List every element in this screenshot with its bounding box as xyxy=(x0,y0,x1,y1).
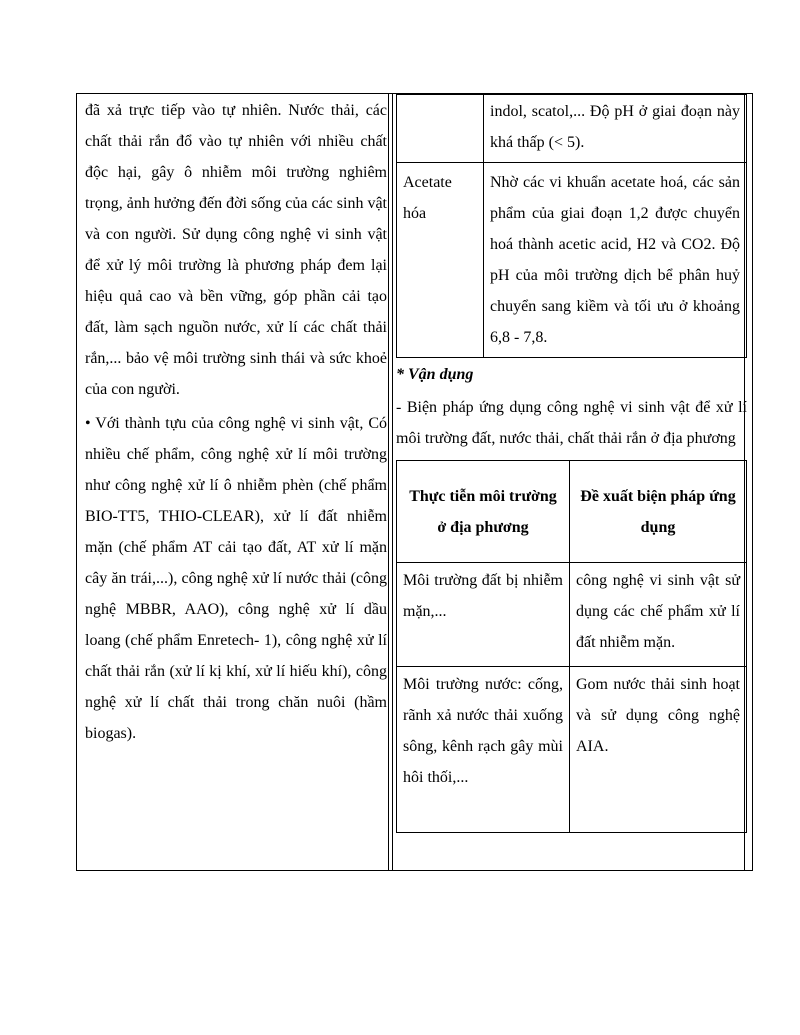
application-heading: * Vận dụng xyxy=(396,366,474,383)
table-row xyxy=(397,95,747,163)
situation-cell: Môi trường nước: cống, rãnh xả nước thải xuống sông, kênh rạch gây mùi hôi thối,... xyxy=(397,667,570,833)
left-paragraph-2: • Với thành tựu của công nghệ vi sinh vật, Có nhiều chế phẩm, công nghệ xử lí môi trường như công nghệ xử lí ô nhiễm phèn (chế phẩm BIO-TT5, THIO-CLEAR), xử lí đất nhiễm mặn (chế phẩm AT cải tạo đất, AT xử lí mặn cây ăn trái,...), công nghệ xử lí nước thải (công nghệ MBBR, AAO), công nghệ xử lí dầu loang (chế phẩm Enretech- 1), công nghệ xử lí chất thải rắn (xử lí kị khí, xử lí hiếu khí), công nghệ xử lí chất thải trong chăn nuôi (hầm biogas). xyxy=(85,415,387,742)
stage-cell xyxy=(397,95,484,163)
description-cell: Nhờ các vi khuẩn acetate hoá, các sản phẩm của giai đoạn 1,2 được chuyển hoá thành acetic acid, H2 và CO2. Độ pH của môi trường dịch bể phân huỷ chuyển sang kiềm và tối ưu ở khoảng 6,8 - 7,8. xyxy=(484,163,747,358)
document-table xyxy=(76,93,753,871)
table-row xyxy=(397,667,747,833)
right-column xyxy=(396,94,747,833)
table-header-row xyxy=(397,461,747,563)
proposal-cell: Gom nước thải sinh hoạt và sử dụng công nghệ AIA. xyxy=(570,667,747,833)
proposal-table xyxy=(396,460,747,833)
header-proposal: Đề xuất biện pháp ứng dụng xyxy=(570,461,747,563)
left-paragraph-1: đã xả trực tiếp vào tự nhiên. Nước thải, các chất thải rắn đổ vào tự nhiên với nhiều chất độc hại, gây ô nhiễm môi trường nghiêm trọng, ảnh hưởng đến đời sống của các sinh vật và con người. Sử dụng công nghệ vi sinh vật để xử lý môi trường là phương pháp đem lại hiệu quả cao và bền vững, góp phần cải tạo đất, làm sạch nguồn nước, xử lí các chất thải rắn,... bảo vệ môi trường sinh thái và sức khoẻ của con người. xyxy=(85,102,387,398)
header-situation: Thực tiễn môi trường ở địa phương xyxy=(397,461,570,563)
stage-table xyxy=(396,94,747,358)
description-cell: indol, scatol,... Độ pH ở giai đoạn này khá thấp (< 5). xyxy=(484,95,747,163)
left-column xyxy=(85,95,387,752)
column-divider-1 xyxy=(388,94,389,870)
stage-cell: Acetate hóa xyxy=(397,163,484,358)
situation-cell: Môi trường đất bị nhiễm mặn,... xyxy=(397,563,570,667)
application-text: - Biện pháp ứng dụng công nghệ vi sinh vật để xử lí môi trường đất, nước thải, chất thải rắn ở địa phương xyxy=(396,399,747,447)
table-row xyxy=(397,563,747,667)
proposal-cell: công nghệ vi sinh vật sử dụng các chế phẩm xử lí đất nhiễm mặn. xyxy=(570,563,747,667)
table-row xyxy=(397,163,747,358)
column-divider-2 xyxy=(392,94,393,870)
